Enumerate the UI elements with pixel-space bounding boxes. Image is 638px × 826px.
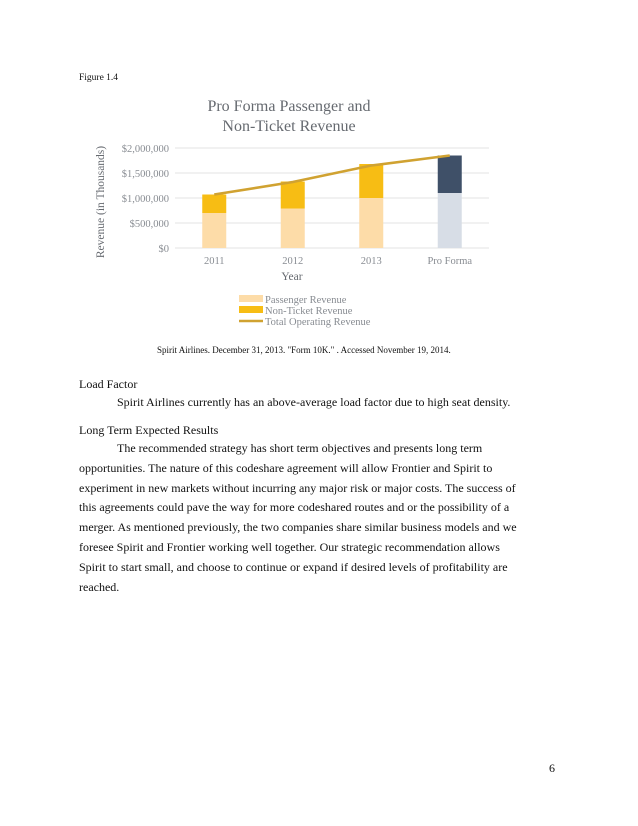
paragraph-line: experiment in new markets without incurring any major risk or major costs. The success of: [79, 480, 516, 495]
load-factor-text: Spirit Airlines currently has an above-average load factor due to high seat density.: [117, 395, 511, 409]
y-tick-label: $2,000,000: [121, 144, 169, 155]
load-factor-heading: Load Factor: [79, 377, 138, 391]
chart-title-line: Non-Ticket Revenue: [222, 118, 356, 135]
bar-passenger-revenue: [202, 213, 226, 248]
x-axis-label: Year: [281, 271, 303, 283]
legend-swatch: [239, 295, 263, 302]
paragraph-line: Spirit to start small, and choose to continue or expand if desired levels of profitability are: [79, 559, 508, 574]
y-tick-label: $500,000: [129, 219, 169, 230]
long-term-paragraph: [79, 439, 549, 597]
paragraph-line: this agreements could pave the way for more codeshared routes and or the possibility of a: [79, 500, 510, 515]
legend-label: Passenger Revenue: [265, 295, 347, 306]
revenue-chart: [79, 86, 519, 338]
paragraph-line: merger. As mentioned previously, the two companies share similar business models and we: [79, 520, 517, 535]
long-term-heading: Long Term Expected Results: [79, 423, 219, 437]
paragraph-line: The recommended strategy has short term objectives and presents long term: [117, 441, 483, 455]
y-tick-label: $0: [158, 244, 169, 255]
y-axis-label: Revenue (in Thousands): [95, 145, 107, 259]
y-tick-label: $1,500,000: [121, 169, 169, 180]
bar-non-ticket-revenue: [281, 182, 305, 209]
page-number: 6: [549, 761, 555, 775]
bar-passenger-revenue: [438, 193, 462, 248]
bar-non-ticket-revenue: [438, 156, 462, 194]
line-total-operating-revenue: [214, 156, 450, 195]
x-tick-label: 2013: [360, 256, 382, 267]
paragraph-line: reached.: [79, 579, 120, 594]
paragraph-line: opportunities. The nature of this codeshare agreement will allow Frontier and Spirit to: [79, 460, 493, 475]
x-tick-label: 2012: [282, 256, 304, 267]
legend-label: Total Operating Revenue: [265, 317, 371, 328]
bar-non-ticket-revenue: [359, 164, 383, 198]
x-tick-label: 2011: [203, 256, 225, 267]
legend-swatch: [239, 306, 263, 313]
legend-label: Non-Ticket Revenue: [265, 306, 353, 317]
paragraph-line: foresee Spirit and Frontier working well together. Our strategic recommendation allows: [79, 539, 500, 554]
figure-caption: Spirit Airlines. December 31, 2013. "Form 10K." . Accessed November 19, 2014.: [157, 345, 451, 355]
x-tick-label: Pro Forma: [427, 256, 473, 267]
figure-label: Figure 1.4: [79, 73, 119, 83]
bar-passenger-revenue: [281, 209, 305, 249]
bar-passenger-revenue: [359, 198, 383, 248]
chart-title-line: Pro Forma Passenger and: [207, 98, 371, 115]
y-tick-label: $1,000,000: [121, 194, 169, 205]
bar-non-ticket-revenue: [202, 195, 226, 214]
